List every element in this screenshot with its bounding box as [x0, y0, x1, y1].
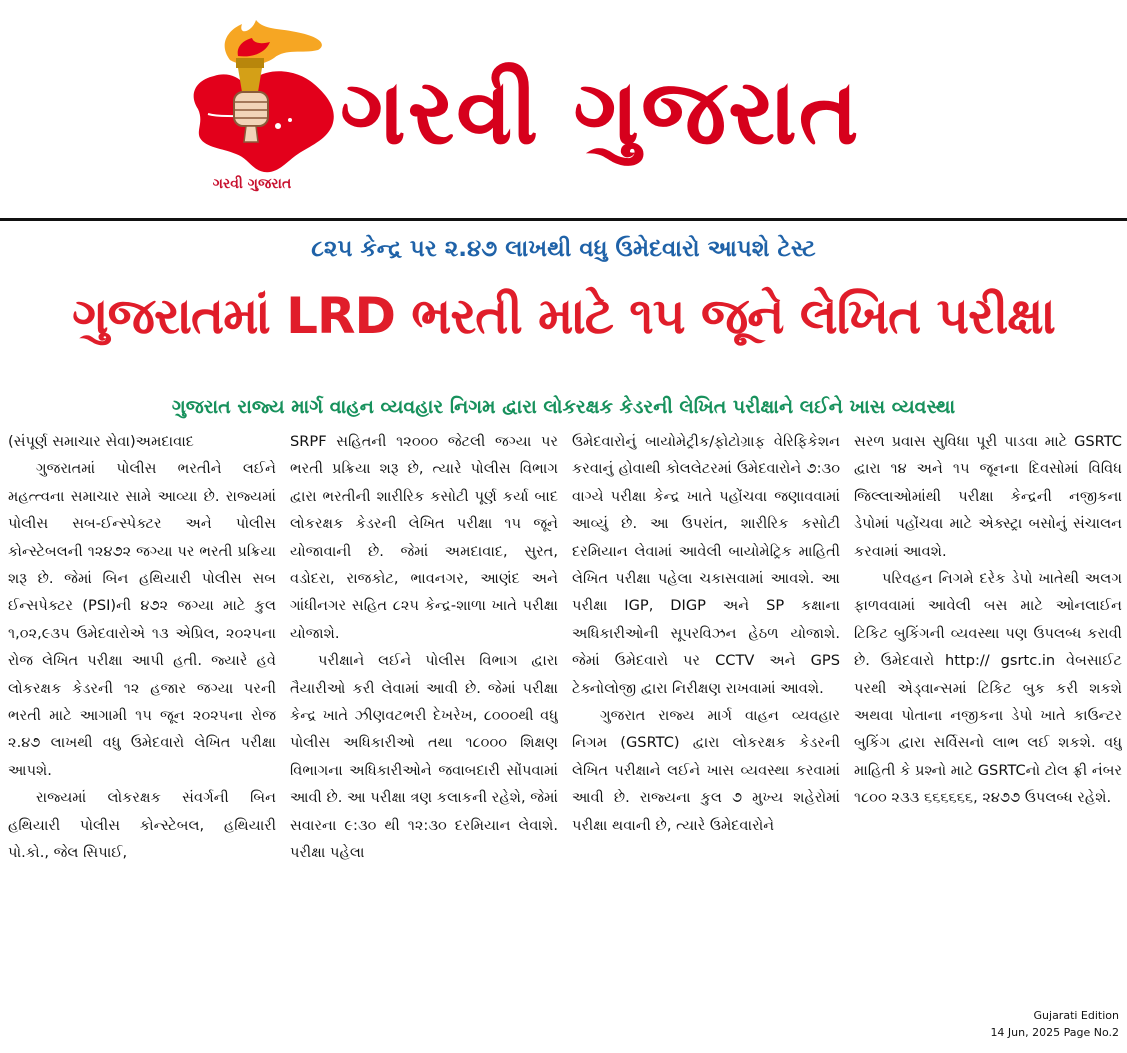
paragraph: ઉમેદવારોનું બાયોમેટ્રીક/ફોટોગ્રાફ વેરિફિકેશન કરવાનું હોવાથી કોલલેટરમાં ઉમેદવારોને ૭:૩૦ વાગ્યે પરીક્ષા કેન્દ્ર ખાતે પહોંચવા જણાવવામાં આવ્યું છે. આ ઉપરાંત, શારીરિક કસોટી દરમિયાન લેવામાં આવેલી બાયોમેટ્રિક માહિતી લેખિત પરીક્ષા પહેલા ચકાસવામાં આવશે. આ પરીક્ષા IGP, DIGP અને SP કક્ષાના અધિકારીઓની સૂપરવિઝન હેઠળ યોજાશે. જેમાં ઉમેદવારો પર CCTV અને GPS ટેક્નોલોજી દ્વારા નિરીક્ષણ રાખવામાં આવશે. [572, 433, 840, 697]
article-column-3 [572, 428, 840, 993]
article-body [8, 428, 1120, 993]
masthead-divider [0, 218, 1127, 221]
article-column-2 [290, 428, 558, 993]
article-column-1 [8, 428, 276, 993]
article-headline: ગુજરાતમાં LRD ભરતી માટે ૧૫ જૂને લેખિત પરીક્ષા [72, 287, 1055, 345]
masthead [0, 0, 1127, 218]
paragraph: સરળ પ્રવાસ સુવિધા પૂરી પાડવા માટે GSRTC દ્વારા ૧૪ અને ૧૫ જૂનના દિવસોમાં વિવિધ જિલ્લાઓમાંથી પરીક્ષા કેન્દ્રની નજીકના ડેપોમાં પહોંચવા માટે એક્સ્ટ્રા બસોનું સંચાલન કરવામાં આવશે. [854, 433, 1122, 560]
brand-title: ગરવી ગુજરાત [340, 60, 861, 165]
paragraph: SRPF સહિતની ૧૨૦૦૦ જેટલી જગ્યા પર ભરતી પ્રક્રિયા શરૂ છે, ત્યારે પોલીસ વિભાગ દ્વારા ભરતીની શારીરિક કસોટી પૂર્ણ કર્યા બાદ લોકરક્ષક કેડરની લેખિત પરીક્ષા ૧૫ જૂને યોજાવાની છે. જેમાં અમદાવાદ, સુરત, વડોદરા, રાજકોટ, ભાવનગર, આણંદ અને ગાંધીનગર સહિત ૮૨૫ કેન્દ્ર-શાળા ખાતે પરીક્ષા યોજાશે. [290, 433, 558, 642]
edition-label: Gujarati Edition [1033, 1009, 1119, 1022]
paragraph: રાજ્યમાં લોકરક્ષક સંવર્ગની બિન હથિયારી પોલીસ કોન્સ્ટેબલ, હથિયારી પો.કો., જેલ સિપાઈ, [8, 789, 276, 862]
page-footer [990, 1007, 1119, 1041]
dateline: (સંપૂર્ણ સમાચાર સેવા)અમદાવાદ [8, 433, 194, 450]
paragraph: પરિવહન નિગમે દરેક ડેપો ખાતેથી અલગ ફાળવવામાં આવેલી બસ માટે ઓનલાઈન ટિકિટ બુકિંગની વ્યવસ્થા પણ ઉપલબ્ધ કરાવી છે. ઉમેદવારો http:// gsrtc.in વેબસાઈટ પરથી એડ્વાન્સમાં ટિકિટ બુક કરી શકશે અથવા પોતાના નજીકના ડેપો ખાતે કાઉન્ટર બુકિંગ દ્વારા સર્વિસનો લાભ લઈ શકશે. વધુ માહિતી કે પ્રશ્નો માટે GSRTCનો ટોલ ફ્રી નંબર ૧૮૦૦ ૨૩૩ ૬૬૬૬૬૬, ૨૪૭૭ ઉપલબ્ધ રહેશે. [854, 570, 1122, 807]
paragraph: પરીક્ષાને લઈને પોલીસ વિભાગ દ્વારા તૈયારીઓ કરી લેવામાં આવી છે. જેમાં પરીક્ષા કેન્દ્ર ખાતે ઝીણવટભરી દેખરેખ, ૮૦૦૦થી વધુ પોલીસ અધિકારીઓ તથા ૧૮૦૦૦ શિક્ષણ વિભાગના અધિકારીઓને જવાબદારી સોંપવામાં આવી છે. આ પરીક્ષા ત્રણ કલાકની રહેશે, જેમાં સવારના ૯:૩૦ થી ૧૨:૩૦ દરમિયાન લેવાશે. પરીક્ષા પહેલા [290, 652, 558, 862]
article-subhead: ગુજરાત રાજ્ય માર્ગ વાહન વ્યવહાર નિગમ દ્વારા લોકરક્ષક કેડરની લેખિત પરીક્ષાને લઈને ખાસ વ્યવસ્થા [171, 396, 956, 418]
date-page-label: 14 Jun, 2025 Page No.2 [990, 1026, 1119, 1039]
paragraph: ગુજરાત રાજ્ય માર્ગ વાહન વ્યવહાર નિગમ (GSRTC) દ્વારા લોકરક્ષક કેડરની લેખિત પરીક્ષાને લઈને ખાસ વ્યવસ્થા કરવામાં આવી છે. રાજ્યના કુલ ૭ મુખ્ય શહેરોમાં પરીક્ષા થવાની છે, ત્યારે ઉમેદવારોને [572, 707, 840, 834]
paragraph: ગુજરાતમાં પોલીસ ભરતીને લઈને મહત્ત્વના સમાચાર સામે આવ્યા છે. રાજ્યમાં પોલીસ સબ-ઈન્સ્પેક્ટર અને પોલીસ કોન્સ્ટેબલની ૧૨૪૭૨ જગ્યા પર ભરતી પ્રક્રિયા શરૂ છે. જેમાં બિન હથિયારી પોલીસ સબ ઈન્સપેક્ટર (PSI)ની ૪૭૨ જગ્યા માટે કુલ ૧,૦૨,૯૩૫ ઉમેદવારોએ ૧૩ એપ્રિલ, ૨૦૨૫ના રોજ લેખિત પરીક્ષા આપી હતી. જ્યારે હવે લોકરક્ષક કેડરની ૧૨ હજાર જગ્યા પરની ભરતી માટે આગામી ૧૫ જૂન ૨૦૨૫ના રોજ ૨.૪૭ લાખથી વધુ ઉમેદવારો લેખિત પરીક્ષા આપશે. [8, 460, 276, 779]
article-column-4 [854, 428, 1122, 993]
article-kicker: ૮૨૫ કેન્દ્ર પર ૨.૪૭ લાખથી વધુ ઉમેદવારો આપશે ટેસ્ટ [311, 236, 816, 262]
logo-caption: ગરવી ગુજરાત [212, 176, 292, 192]
